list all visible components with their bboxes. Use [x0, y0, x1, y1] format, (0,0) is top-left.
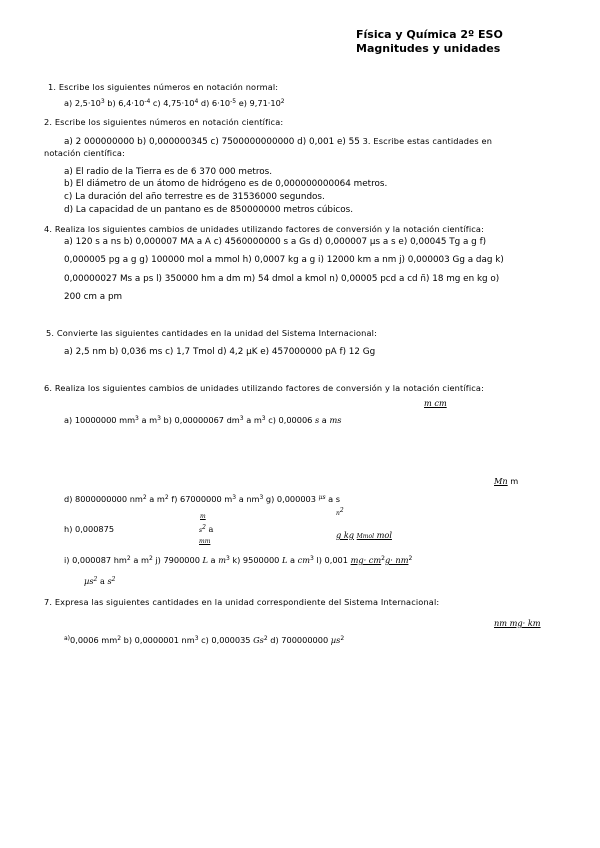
- q6-h-frac-m: m: [200, 513, 206, 520]
- q3-item-b: b) El diámetro de un átomo de hidrógeno es de 0,000000000064 metros.: [64, 179, 388, 189]
- q4-line-2: 0,000005 pg a g g) 100000 mol a mmol h) 0,0007 kg a g i) 12000 km a nm j) 0,000003 Gg a dag k): [64, 255, 504, 265]
- q4-title: 4. Realiza los siguientes cambios de unidades utilizando factores de conversión y la notación científica:: [44, 224, 484, 234]
- q6-title: 6. Realiza los siguientes cambios de unidades utilizando factores de conversión y la notación científica:: [44, 383, 484, 393]
- q7-title: 7. Expresa las siguientes cantidades en la unidad correspondiente del Sistema Internacional:: [44, 597, 440, 607]
- q6-fraction-top: m cm: [424, 398, 447, 408]
- q4-line-3: 0,00000027 Ms a ps l) 350000 hm a dm m) 54 dmol a kmol n) 0,00005 pcd a cd ñ) 18 mg en kg o): [64, 274, 500, 284]
- q6-line-i: i) 0,000087 $hm^2$ a $m^2$ j) 7900000 L a $m^3$ k) 9500000 L a $cm^3$ l) 0,001 $mg\cdot cm^2g\cdot nm^2$: [64, 555, 413, 565]
- q6-n2: $n^2$: [336, 507, 344, 517]
- q7-right-unit: nm mg· km: [494, 618, 541, 628]
- q3-item-c: c) La duración del año terrestre es de 31536000 segundos.: [64, 192, 325, 202]
- q6-mu-line: µs$^2$ a $s^2$: [84, 576, 116, 586]
- q6-h-frac-s: $s^2$ a: [199, 524, 214, 534]
- q6-line-a: a) 10000000 $mm^3$ a $m^3$ b) 0,00000067 $dm^3$ a $m^3$ c) 0,00006 s a ms: [64, 415, 342, 425]
- q5-items: a) 2,5 nm b) 0,036 ms c) 1,7 Tmol d) 4,2 µK e) 457000000 pA f) 12 Gg: [64, 347, 376, 357]
- q6-line-h: h) 0,000875: [64, 524, 115, 534]
- q4-line-4: 200 cm a pm: [64, 292, 123, 302]
- q6-g-kg: g kg Mmol mol: [336, 530, 392, 540]
- q5-title: 5. Convierte las siguientes cantidades en la unidad del Sistema Internacional:: [46, 328, 378, 338]
- q4-line-1: a) 120 s a ns b) 0,000007 MA a A c) 4560000000 s a Gs d) 0,000007 µs a s e) 0,00045 Tg a g f): [64, 237, 487, 247]
- doc-title-subject: Física y Química 2º ESO: [356, 28, 503, 41]
- q7-items: $^{a)}$0,0006 $mm^2$ b) 0,0000001 $nm^3$ c) 0,000035 Gs$^2$ d) 700000000 µs$^2$: [64, 635, 345, 645]
- q2-title: 2. Escribe los siguientes números en notación científica:: [44, 117, 284, 127]
- q1-items: a) $2,5\cdot 10^3$ b) $6,4\cdot 10^{-4}$ c) $4,75\cdot 10^4$ d) $6\cdot 10^{-5}$ e) $9,71\cdot 10^2$: [64, 98, 285, 108]
- q3-title-cont: notación científica:: [44, 148, 125, 158]
- q2-items: a) 2 000000000 b) 0,000000345 c) 7500000000000 d) 0,001 e) 55 3. Escribe estas cantidades en: [64, 136, 493, 147]
- doc-title-topic: Magnitudes y unidades: [356, 42, 501, 55]
- q1-title: 1. Escribe los siguientes números en notación normal:: [48, 82, 279, 92]
- q3-item-a: a) El radio de la Tierra es de 6 370 000 metros.: [64, 167, 273, 177]
- q6-right-unit: Mn m: [494, 476, 519, 486]
- q6-h-frac-mm: mm: [199, 538, 211, 545]
- q6-line-d: d) 8000000000 $nm^2$ a $m^2$ f) 67000000 $m^3$ a $nm^3$ g) 0,000003 $^{\mu s}$ a s: [64, 494, 341, 504]
- q3-item-d: d) La capacidad de un pantano es de 850000000 metros cúbicos.: [64, 205, 354, 215]
